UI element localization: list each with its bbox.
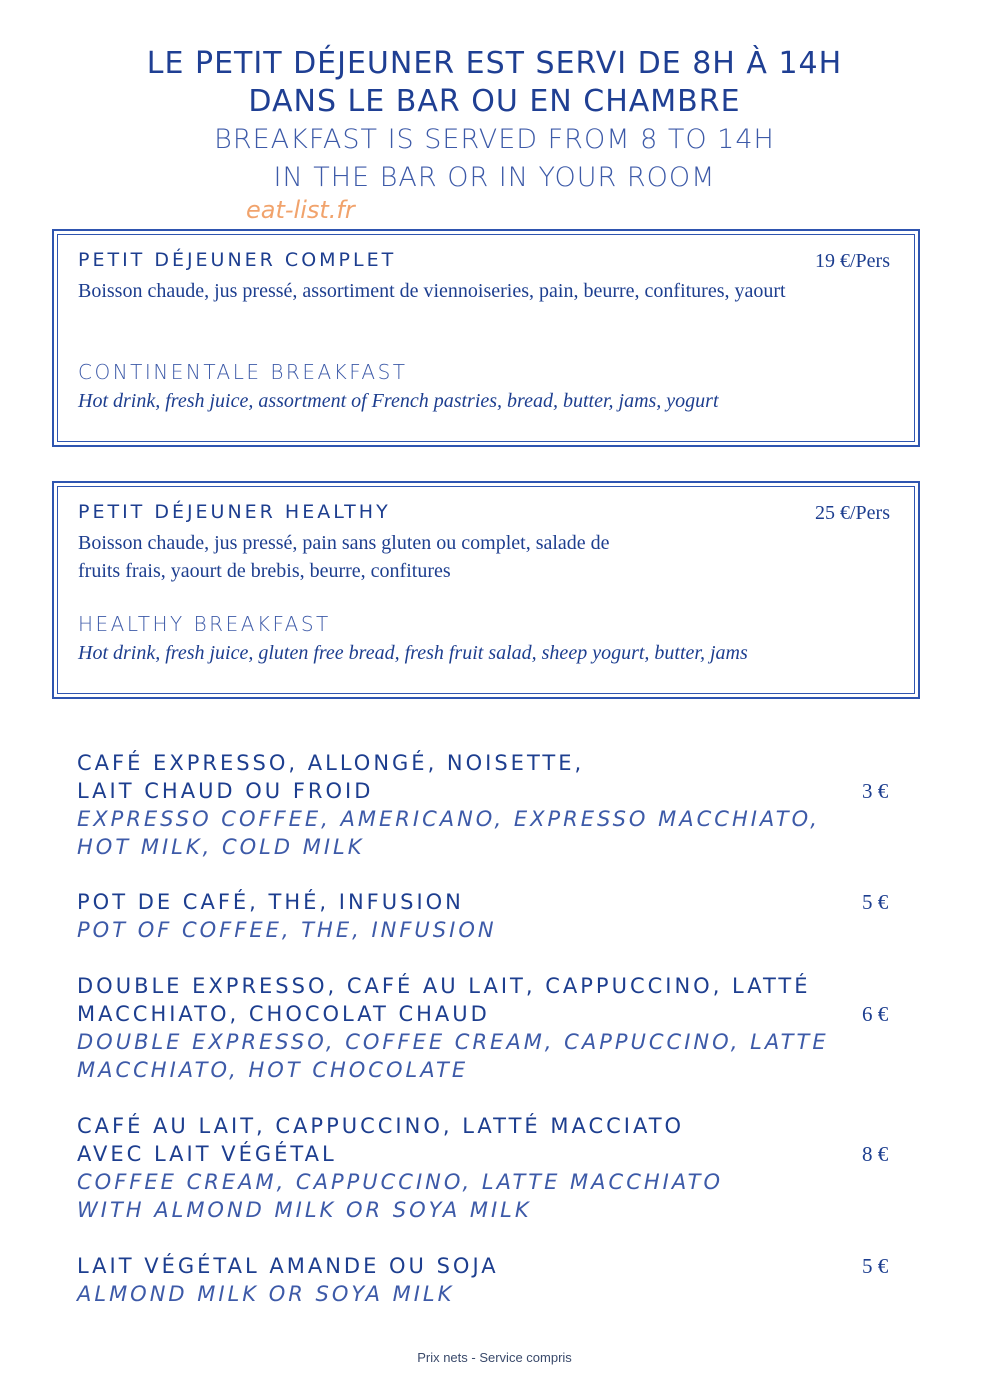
box-price: 25 €/Pers <box>815 502 890 524</box>
box-title-en: HEALTHY BREAKFAST <box>78 612 331 636</box>
menu-item-en: POT OF COFFEE, THE, INFUSION <box>77 918 497 942</box>
menu-item <box>77 972 877 1084</box>
breakfast-box-healthy <box>52 481 920 699</box>
menu-item-fr: CAFÉ EXPRESSO, ALLONGÉ, NOISETTE, LAIT CHAUD OU FROID <box>77 751 585 803</box>
box-desc-fr: Boisson chaude, jus pressé, assortiment de viennoiseries, pain, beurre, confitures, yaourt <box>78 280 786 302</box>
menu-item-en: COFFEE CREAM, CAPPUCCINO, LATTE MACCHIATO WITH ALMOND MILK OR SOYA MILK <box>77 1170 724 1222</box>
box-title-en: CONTINENTALE BREAKFAST <box>78 360 408 384</box>
box-desc-en: Hot drink, fresh juice, assortment of French pastries, bread, butter, jams, yogurt <box>78 390 719 412</box>
menu-item-fr: POT DE CAFÉ, THÉ, INFUSION <box>77 890 464 914</box>
box-price: 19 €/Pers <box>815 250 890 272</box>
menu-item-price: 6 € <box>862 1002 889 1026</box>
header <box>0 45 989 197</box>
breakfast-box-complet <box>52 229 920 447</box>
menu-item-fr: DOUBLE EXPRESSO, CAFÉ AU LAIT, CAPPUCCINO, LATTÉ MACCHIATO, CHOCOLAT CHAUD <box>77 974 811 1026</box>
box-title-fr: PETIT DÉJEUNER COMPLET <box>78 249 397 271</box>
box-desc-en: Hot drink, fresh juice, gluten free bread, fresh fruit salad, sheep yogurt, butter, jams <box>78 642 748 664</box>
menu-item <box>77 1252 877 1308</box>
menu-item-price: 3 € <box>862 779 889 803</box>
menu-item-price: 5 € <box>862 1254 889 1278</box>
header-en-line2: IN THE BAR OR IN YOUR ROOM <box>273 162 716 193</box>
watermark-logo: eat-list.fr <box>246 196 355 224</box>
menu-item <box>77 888 877 944</box>
menu-item <box>77 1112 877 1224</box>
menu-item-fr: CAFÉ AU LAIT, CAPPUCCINO, LATTÉ MACCIATO AVEC LAIT VÉGÉTAL <box>77 1114 685 1166</box>
menu-item-en: EXPRESSO COFFEE, AMERICANO, EXPRESSO MACCHIATO, HOT MILK, COLD MILK <box>77 807 820 859</box>
footer-note: Prix nets - Service compris <box>417 1350 572 1365</box>
box-desc-fr: Boisson chaude, jus pressé, pain sans gluten ou complet, salade de fruits frais, yaourt de brebis, beurre, confitures <box>78 532 610 582</box>
menu-item-en: DOUBLE EXPRESSO, COFFEE CREAM, CAPPUCCINO, LATTE MACCHIATO, HOT CHOCOLATE <box>77 1030 829 1082</box>
menu-item-price: 8 € <box>862 1142 889 1166</box>
menu-item <box>77 749 877 861</box>
header-fr-line1: LE PETIT DÉJEUNER EST SERVI DE 8H À 14H <box>146 46 843 81</box>
menu-item-en: ALMOND MILK OR SOYA MILK <box>77 1282 455 1306</box>
header-en-line1: BREAKFAST IS SERVED FROM 8 TO 14H <box>214 124 775 155</box>
menu-item-price: 5 € <box>862 890 889 914</box>
header-fr-line2: DANS LE BAR OU EN CHAMBRE <box>248 84 741 119</box>
box-title-fr: PETIT DÉJEUNER HEALTHY <box>78 501 391 523</box>
menu-item-fr: LAIT VÉGÉTAL AMANDE OU SOJA <box>77 1254 499 1278</box>
